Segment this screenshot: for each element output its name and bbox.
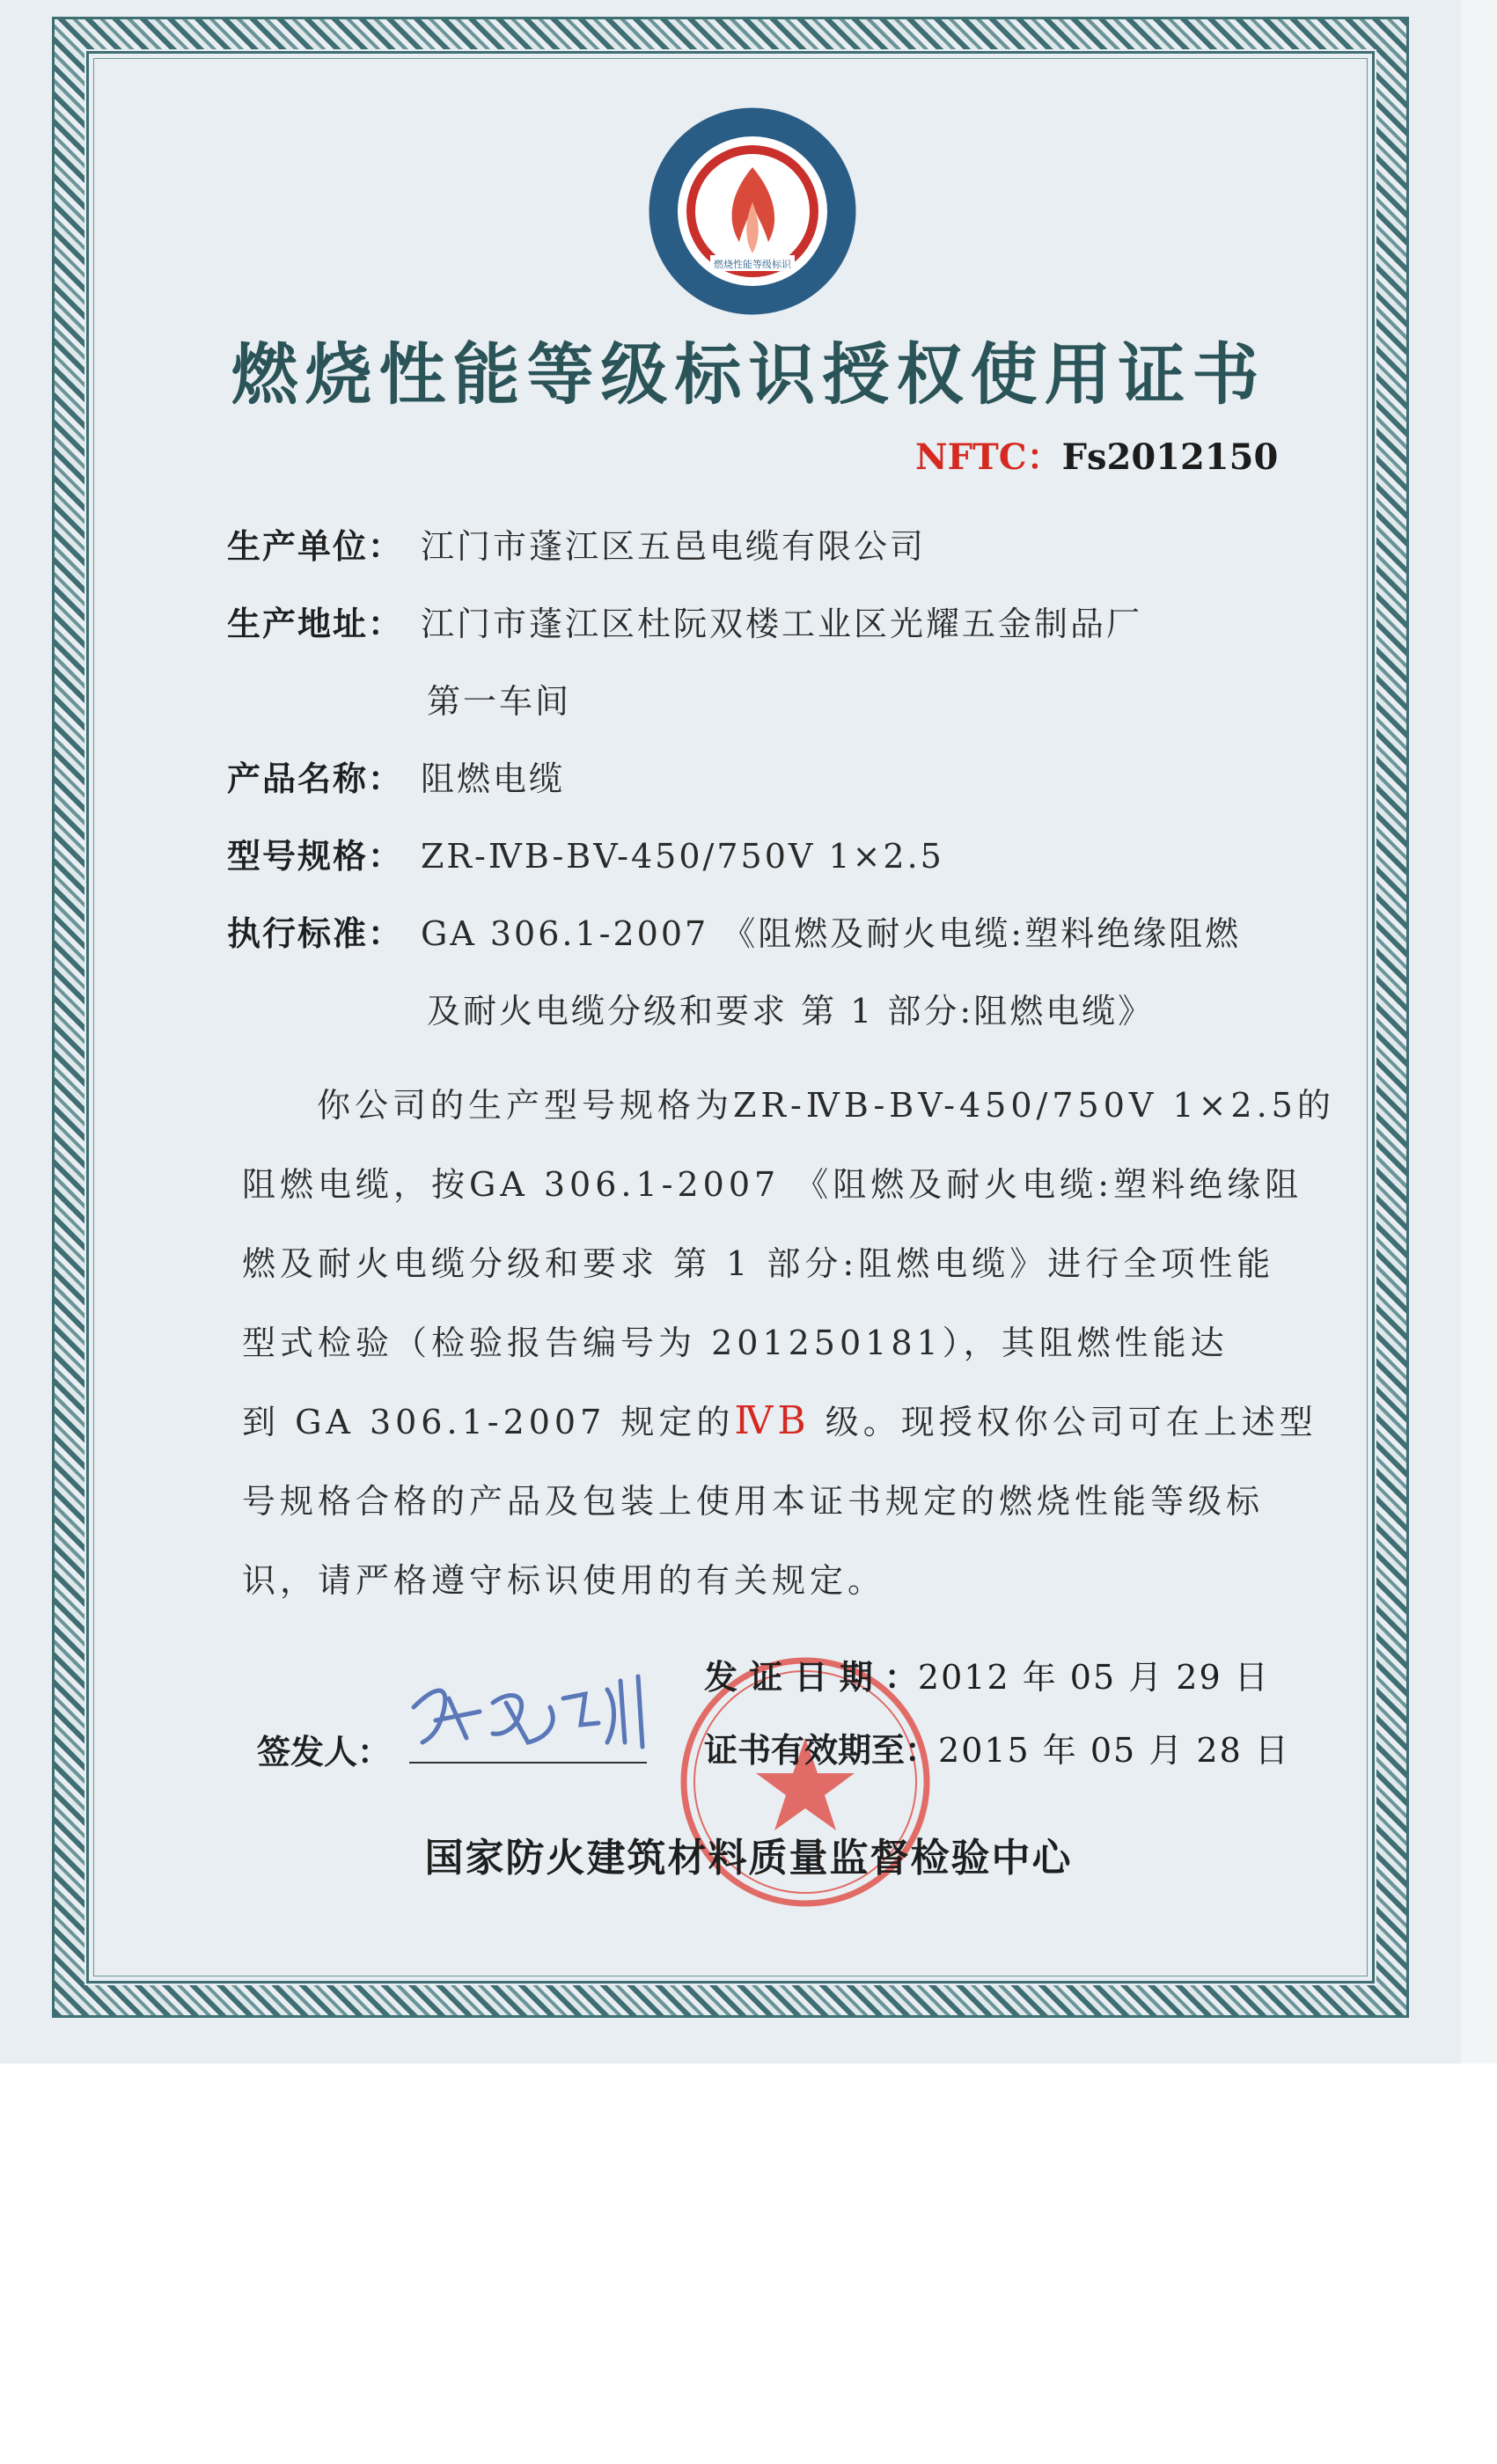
field-unit	[227, 519, 926, 568]
handwritten-signature	[396, 1654, 722, 1769]
field-unit-label: 生产单位：	[227, 527, 404, 566]
signer-label: 签发人：	[257, 1733, 392, 1771]
body-line-4: 型式检验（检验报告编号为 201250181），其阻燃性能达	[242, 1324, 1229, 1362]
field-standard-value: GA 306.1-2007 《阻燃及耐火电缆:塑料绝缘阻燃	[421, 914, 1242, 953]
certificate-number-value: Fs2012150	[1061, 436, 1279, 478]
valid-until-value: 2015 年 05 月 28 日	[938, 1731, 1290, 1770]
body-line-2: 阻燃电缆，按GA 306.1-2007 《阻燃及耐火电缆:塑料绝缘阻	[242, 1165, 1303, 1204]
body-line-1: 你公司的生产型号规格为ZR-ⅣB-BV-450/750V 1×2.5的	[317, 1086, 1335, 1125]
valid-until	[704, 1723, 1290, 1771]
signature-line	[409, 1762, 647, 1764]
field-standard	[227, 906, 1241, 955]
field-model-value: ZR-ⅣB-BV-450/750V 1×2.5	[421, 837, 944, 876]
issue-date-label: 发 证 日 期 ：	[704, 1658, 918, 1697]
field-model-label: 型号规格：	[227, 837, 404, 876]
field-address-value-continued: 第一车间	[427, 682, 572, 721]
nftc-logo	[647, 106, 858, 317]
body-line-5-end: 级。现授权你公司可在上述型	[810, 1403, 1317, 1441]
body-line-3: 燃及耐火电缆分级和要求 第 1 部分:阻燃电缆》进行全项性能	[242, 1244, 1275, 1283]
issuing-organization: 国家防火建筑材料质量监督检验中心	[424, 1836, 1073, 1881]
body-line-5-start: 到 GA 306.1-2007 规定的	[242, 1403, 735, 1441]
field-standard-label: 执行标准：	[227, 914, 404, 953]
certificate-title: 燃烧性能等级标识授权使用证书	[231, 335, 1266, 414]
certificate-number	[915, 429, 1278, 480]
issue-date-value: 2012 年 05 月 29 日	[917, 1658, 1270, 1697]
field-unit-value: 江门市蓬江区五邑电缆有限公司	[421, 527, 927, 566]
body-line-5	[242, 1395, 1317, 1443]
svg-text:燃烧性能等级标识: 燃烧性能等级标识	[714, 259, 791, 270]
grade-mark: ⅣB	[734, 1398, 811, 1443]
field-address-value: 江门市蓬江区杜阮双楼工业区光耀五金制品厂	[421, 605, 1143, 643]
field-address-label: 生产地址：	[227, 605, 404, 643]
field-standard-value-continued: 及耐火电缆分级和要求 第 1 部分:阻燃电缆》	[427, 992, 1155, 1030]
field-product	[227, 752, 565, 800]
issue-date	[704, 1650, 1270, 1698]
body-line-7: 识，请严格遵守标识使用的有关规定。	[242, 1561, 886, 1600]
scan-edge	[1461, 0, 1497, 2064]
valid-until-label: 证书有效期至：	[704, 1731, 939, 1770]
body-line-6: 号规格合格的产品及包装上使用本证书规定的燃烧性能等级标	[242, 1482, 1265, 1521]
certificate-number-label: NFTC：	[915, 436, 1062, 478]
field-product-value: 阻燃电缆	[421, 759, 566, 798]
field-address	[227, 597, 1142, 645]
field-product-label: 产品名称：	[227, 759, 404, 798]
field-model	[227, 829, 944, 877]
